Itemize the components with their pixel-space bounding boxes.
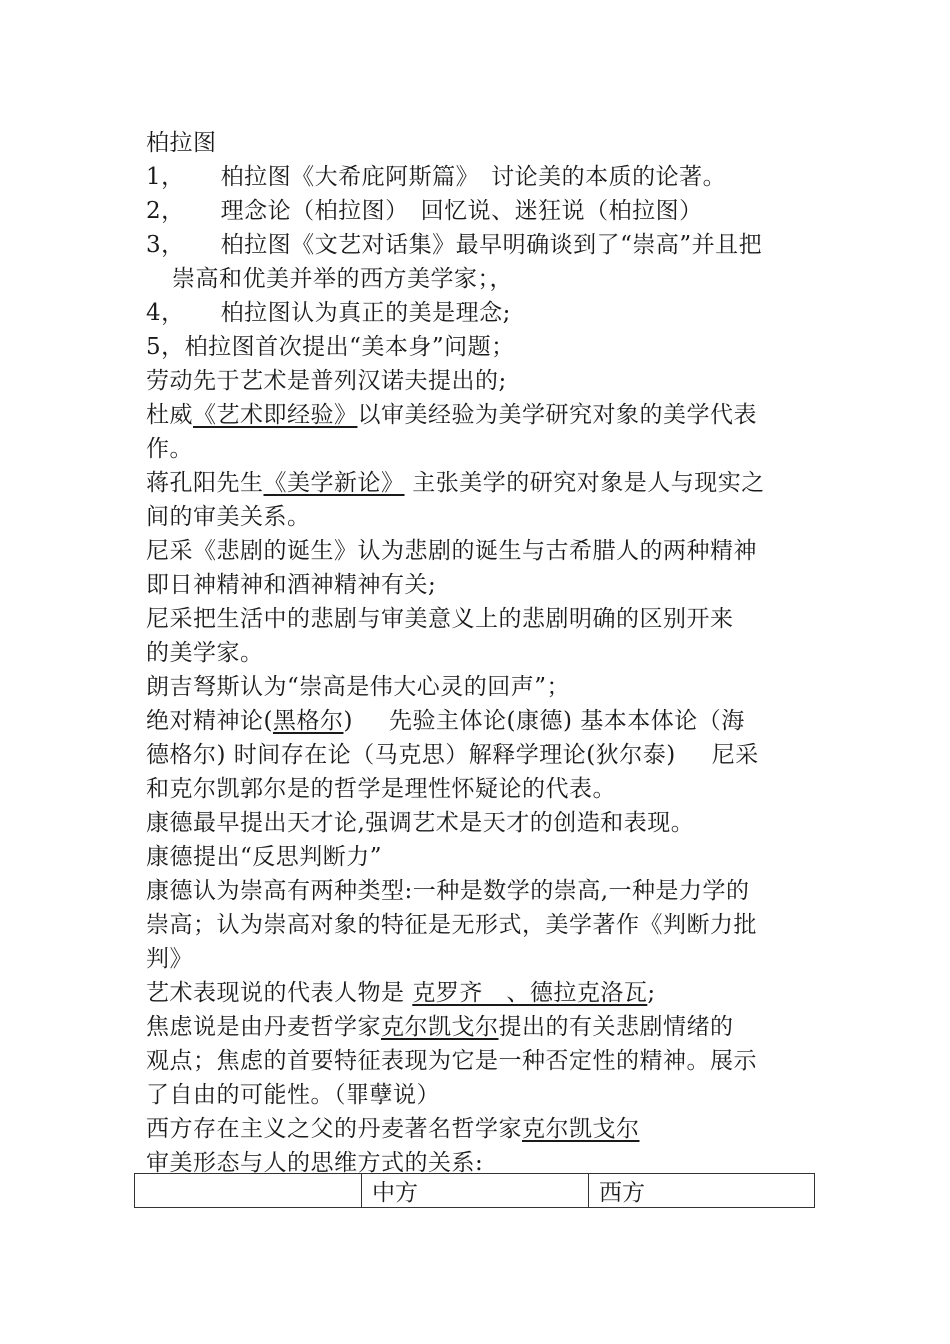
text-line: 德格尔) 时间存在论（马克思）解释学理论(狄尔泰) 尼采 — [146, 742, 759, 768]
underlined-names: 克罗齐 、德拉克洛瓦 — [412, 980, 648, 1006]
underlined-name: 克尔凯戈尔 — [522, 1116, 640, 1142]
text-line: 判》 — [146, 946, 193, 972]
table-header-cell: 西方 — [589, 1174, 815, 1208]
text-line: 尼采《悲剧的诞生》认为悲剧的诞生与古希腊人的两种精神 — [146, 538, 757, 564]
text-line: 的美学家。 — [146, 640, 264, 666]
comparison-table — [134, 1173, 815, 1208]
list-item-3-cont: 崇高和优美并举的西方美学家；， — [172, 266, 513, 292]
text-line: 西方存在主义之父的丹麦著名哲学家克尔凯戈尔 — [146, 1116, 640, 1142]
text-line: 和克尔凯郭尔是的哲学是理性怀疑论的代表。 — [146, 776, 616, 802]
text-line: 崇高；认为崇高对象的特征是无形式，美学著作《判断力批 — [146, 912, 757, 938]
list-item-4: 4， 柏拉图认为真正的美是理念; — [146, 300, 511, 326]
text-line: 康德认为崇高有两种类型:一种是数学的崇高,一种是力学的 — [146, 878, 750, 904]
list-item-2: 2， 理念论（柏拉图） 回忆说、迷狂说（柏拉图） — [146, 198, 703, 224]
text-line: 了自由的可能性。（罪孽说） — [146, 1082, 440, 1108]
text-line: 康德最早提出天才论,强调艺术是天才的创造和表现。 — [146, 810, 695, 836]
text-line: 杜威《艺术即经验》以审美经验为美学研究对象的美学代表 — [146, 402, 757, 428]
list-item-5: 5，柏拉图首次提出“美本身”问题； — [146, 334, 515, 360]
text-line: 朗吉弩斯认为“崇高是伟大心灵的回声”； — [146, 674, 571, 700]
table-header-cell: 中方 — [362, 1174, 589, 1208]
text-line: 观点；焦虑的首要特征表现为它是一种否定性的精神。展示 — [146, 1048, 757, 1074]
underlined-name: 黑格尔 — [272, 708, 344, 734]
document-body — [146, 126, 816, 1180]
text-line: 蒋孔阳先生《美学新论》 主张美学的研究对象是人与现实之 — [146, 470, 765, 496]
text-line: 康德提出“反思判断力” — [146, 844, 383, 870]
text-line: 即日神精神和酒神精神有关; — [146, 572, 437, 598]
text-line: 审美形态与人的思维方式的关系: — [146, 1150, 484, 1176]
text-line: 焦虑说是由丹麦哲学家克尔凯戈尔提出的有关悲剧情绪的 — [146, 1014, 734, 1040]
text-line: 绝对精神论(黑格尔) 先验主体论(康德) 基本本体论（海 — [146, 708, 745, 734]
list-item-1: 1， 柏拉图《大希庇阿斯篇》 讨论美的本质的论著。 — [146, 164, 727, 190]
list-item-3: 3， 柏拉图《文艺对话集》最早明确谈到了“崇高”并且把 — [146, 232, 763, 258]
text-line: 劳动先于艺术是普列汉诺夫提出的; — [146, 368, 507, 394]
heading-plato: 柏拉图 — [146, 130, 217, 156]
text-line: 艺术表现说的代表人物是 克罗齐 、德拉克洛瓦; — [146, 980, 656, 1006]
table-header-cell — [135, 1174, 362, 1208]
text-line: 间的审美关系。 — [146, 504, 311, 530]
underlined-title: 《艺术即经验》 — [193, 402, 358, 428]
text-line: 尼采把生活中的悲剧与审美意义上的悲剧明确的区别开来 — [146, 606, 734, 632]
text-line: 作。 — [146, 436, 193, 462]
table-row — [135, 1174, 815, 1208]
underlined-title: 《美学新论》 — [263, 470, 405, 496]
underlined-name: 克尔凯戈尔 — [381, 1014, 499, 1040]
